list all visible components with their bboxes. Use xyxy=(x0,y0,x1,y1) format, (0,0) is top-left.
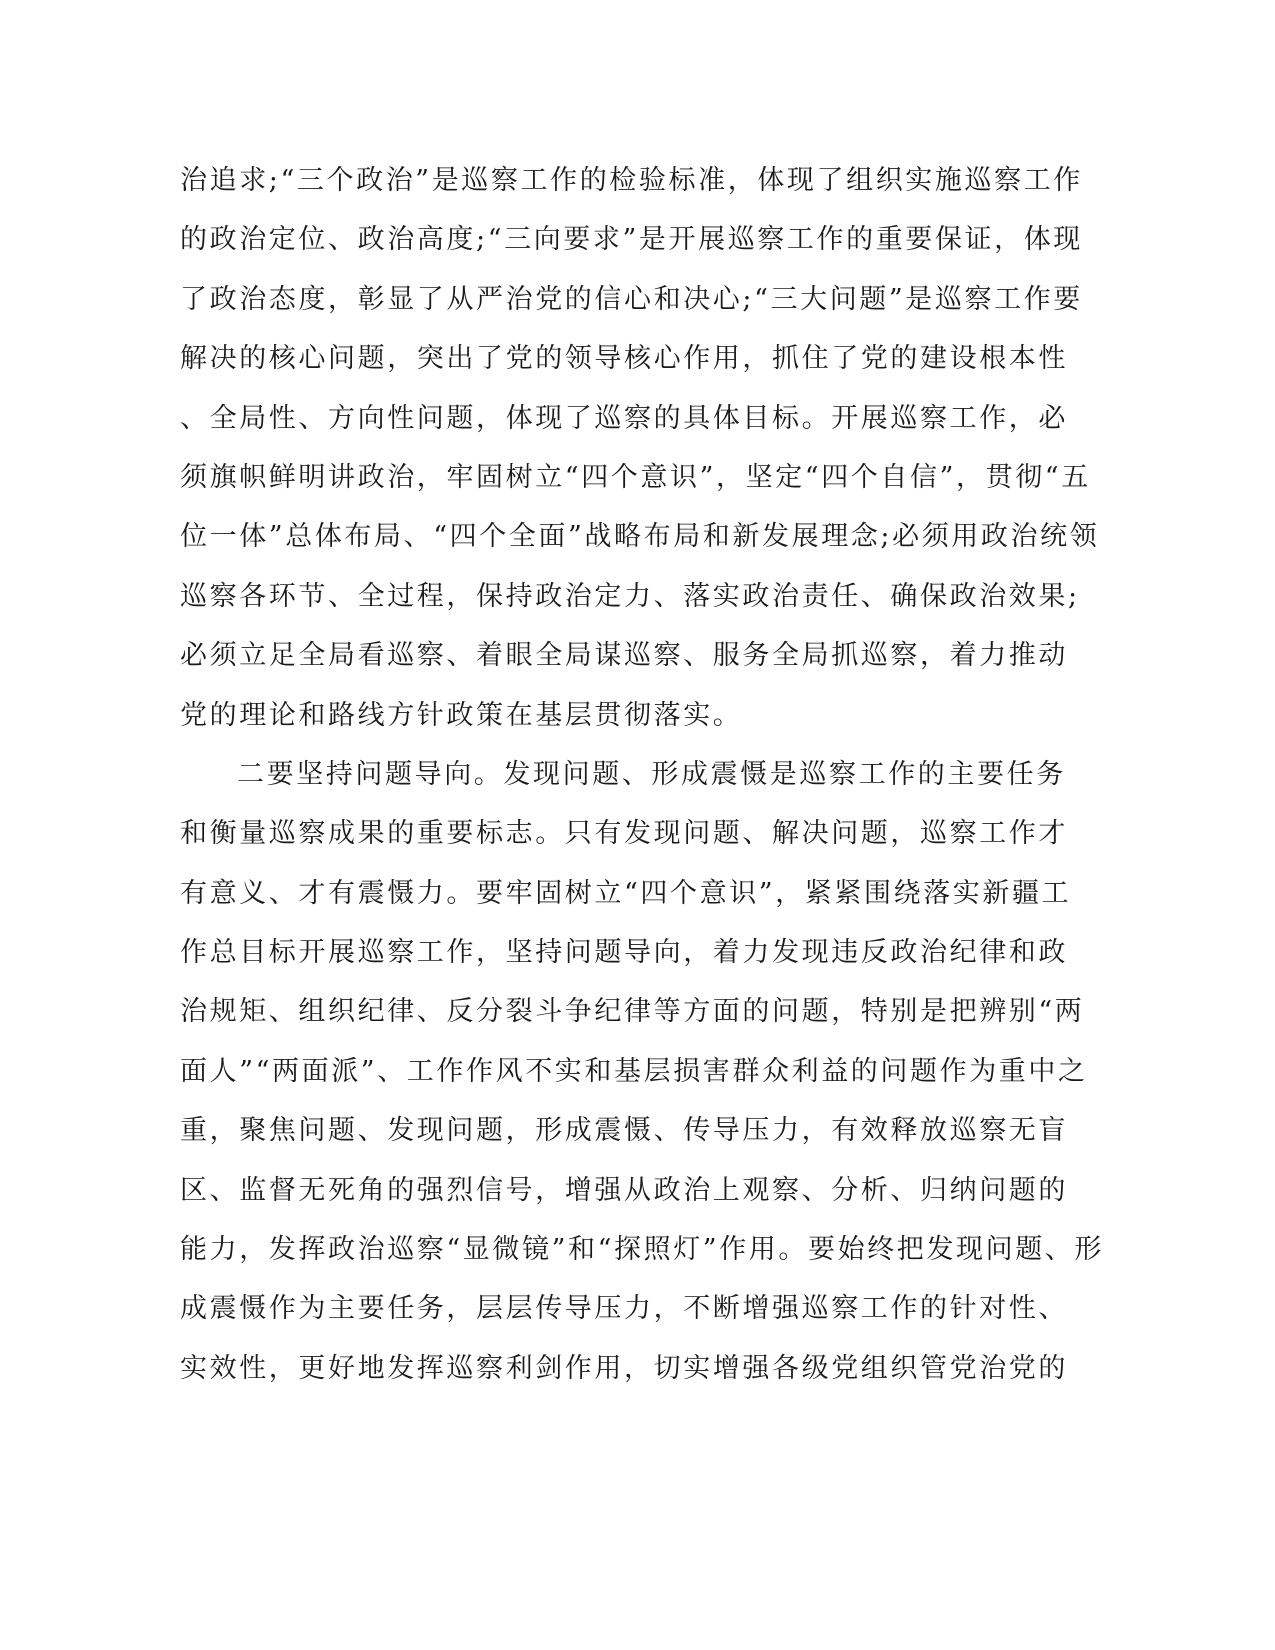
text-line: 位一体”总体布局、“四个全面”战略布局和新发展理念;必须用政治统领 xyxy=(180,521,1100,553)
text-line: 有意义、才有震慑力。要牢固树立“四个意识”，紧紧围绕落实新疆工 xyxy=(180,877,1072,909)
text-line: 区、监督无死角的强烈信号，增强从政治上观察、分析、归纳问题的 xyxy=(180,1174,1068,1206)
paragraph-2 xyxy=(180,751,1105,1404)
text-line: 实效性，更好地发挥巡察利剑作用，切实增强各级党组织管党治党的 xyxy=(180,1352,1068,1384)
text-line: 、全局性、方向性问题，体现了巡察的具体目标。开展巡察工作，必 xyxy=(180,402,1068,434)
text-line: 了政治态度，彰显了从严治党的信心和决心;“三大问题”是巡察工作要 xyxy=(180,283,1083,315)
text-line: 二要坚持问题导向。发现问题、形成震慑是巡察工作的主要任务 xyxy=(237,758,1066,790)
document-body xyxy=(180,157,1105,1404)
text-line: 治规矩、组织纪律、反分裂斗争纪律等方面的问题，特别是把辨别“两 xyxy=(180,996,1085,1028)
text-line: 必须立足全局看巡察、着眼全局谋巡察、服务全局抓巡察，着力推动 xyxy=(180,640,1068,672)
text-line: 巡察各环节、全过程，保持政治定力、落实政治责任、确保政治效果; xyxy=(180,580,1080,612)
text-line: 面人”“两面派”、工作作风不实和基层损害群众利益的问题作为重中之 xyxy=(180,1055,1088,1087)
text-line: 解决的核心问题，突出了党的领导核心作用，抓住了党的建设根本性 xyxy=(180,343,1068,375)
text-line: 和衡量巡察成果的重要标志。只有发现问题、解决问题，巡察工作才 xyxy=(180,818,1068,850)
text-line: 重，聚焦问题、发现问题，形成震慑、传导压力，有效释放巡察无盲 xyxy=(180,1115,1068,1147)
text-line: 作总目标开展巡察工作，坚持问题导向，着力发现违反政治纪律和政 xyxy=(180,937,1068,969)
text-line: 能力，发挥政治巡察“显微镜”和“探照灯”作用。要始终把发现问题、形 xyxy=(180,1234,1105,1266)
text-line: 党的理论和路线方针政策在基层贯彻落实。 xyxy=(180,699,743,731)
text-line: 治追求;“三个政治”是巡察工作的检验标准，体现了组织实施巡察工作 xyxy=(180,165,1083,196)
text-line: 的政治定位、政治高度;“三向要求”是开展巡察工作的重要保证，体现 xyxy=(180,224,1083,256)
text-line: 成震慑作为主要任务，层层传导压力，不断增强巡察工作的针对性、 xyxy=(180,1293,1068,1325)
text-line: 须旗帜鲜明讲政治，牢固树立“四个意识”，坚定“四个自信”，贯彻“五 xyxy=(180,461,1091,493)
paragraph-1 xyxy=(180,157,1100,751)
